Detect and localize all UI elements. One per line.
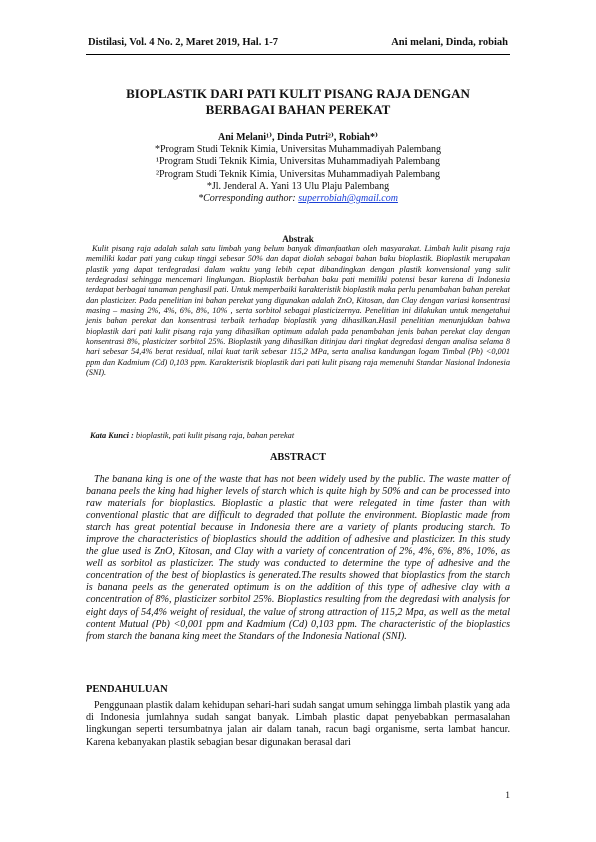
affiliation-1: ¹Program Studi Teknik Kimia, Universitas Muhammadiyah Palembang: [155, 156, 441, 168]
keywords: [90, 431, 510, 440]
abstract-text: The banana king is one of the waste that has not been widely used by the public. The waste matter of banana peels the king had higher levels of starch which is quite high by 50% and can be processed into raw materials for bioplastics. Bioplastic a plastic that were relegated in time faster than with conventional plastic that are difficult to degraded that pollute the environment. Bioplastic made from starch has great potential because in Indonesia there are a variety of plants producing starch. To improve the characteristics of bioplastics should the addition of adhesive and plasticizer. In this study the glue used is ZnO, Kitosan, and Clay with a variety of concentration of 2%, 4%, 6%, 8%, 10%, as well as sorbitol as plasticizer. The study was conducted to determine the type of adhesive and the concentration of the best of bioplastics is generated.The results showed that bioplastics from the starch is banana peels as the generated optimum is on the addition of this type of adhesive clay with a concentration of 8%, plasticizer sorbitol 25%. Bioplastics resulting from the degredasi with analysis for eight days of 54,4% weight of residual, the value of strong attraction of 115,2 Mpa, as well as the metal content Mutual (Pb) <0,001 ppm and Kadmium (Cd) 0,103 ppm. The characteristic of the bioplastics from starch the banana king meet the Standars of the Indonesia National (SNI).: [86, 474, 510, 642]
title-line-2: BERBAGAI BAHAN PEREKAT: [205, 102, 391, 117]
affiliation-star: *Program Studi Teknik Kimia, Universitas Muhammadiyah Palembang: [154, 144, 442, 156]
header-rule: [86, 54, 510, 55]
journal-citation: Distilasi, Vol. 4 No. 2, Maret 2019, Hal. 1-7: [88, 37, 278, 48]
running-header: [88, 37, 508, 48]
keywords-text: bioplastik, pati kulit pisang raja, bahan perekat: [135, 431, 295, 440]
corresponding-label: *Corresponding author:: [198, 193, 299, 205]
paper-title: [86, 86, 510, 118]
abstract-heading: ABSTRACT: [269, 452, 327, 463]
title-line-1: BIOPLASTIK DARI PATI KULIT PISANG RAJA DENGAN: [126, 86, 470, 101]
author-names: Ani Melani¹⁾, Dinda Putri²⁾, Robiah*⁾: [218, 132, 378, 143]
corresponding-author: [86, 193, 510, 205]
email-link[interactable]: superrobiah@gmail.com: [298, 193, 398, 205]
abstrak-text: Kulit pisang raja adalah salah satu limbah yang belum banyak dimanfaatkan oleh masyarakat. Limbah kulit pisang raja memiliki kadar pati yang cukup tinggi sebesar 50% dan dapat diolah sebagai bahan baku bioplastik. Bioplastik merupakan plastik yang dapat terdegradasi dalam waktu yang lebih cepat dibandingkan dengan plastik konvensional yang sulit terdegradasi sehingga mencemari lingkungan. Bioplastik berbahan baku pati memiliki potensi besar karena di Indonesia terdapat berbagai tanaman penghasil pati. Untuk memperbaiki karakteristik bioplastik maka perlu penambahan bahan perekat dan plasticizer. Pada penelitian ini bahan perekat yang digunakan adalah ZnO, Kitosan, dan Clay dengan variasi konsentrasi masing – masing 2%, 4%, 6%, 8%, 10% , serta sorbitol sebagai plasticizernya. Penelitian ini dilakukan untuk mengetahui jenis bahan perekat dan konsentrasi terbaik terhadap bioplastik yang dihasilkan.Hasil penelitian menunjukkan bahwa bioplastik dari pati kulit pisang raja yang dihasilkan optimum adalah pada penambahan jenis bahan perekat clay dengan konsentrasi 8%, plasticizer sorbitol 25%. Bioplastik yang dihasilkan ditinjau dari tingkat degredasi dengan analisa selama 8 hari sebesar 54,4% berat residual, nilai kuat tarik sebesar 115,2 MPa, serta analisa kandungan logam Timbal (Pb) <0,001 ppm dan Kadmium (Cd) 0,103 ppm. Karakteristik bioplastik dari pati kulit pisang raja memenuhi Standar Nasional Indonesia (SNI).: [86, 244, 510, 378]
address: *Jl. Jenderal A. Yani 13 Ulu Plaju Palembang: [206, 180, 390, 192]
page-number: 1: [505, 791, 510, 801]
header-authors: Ani melani, Dinda, robiah: [391, 37, 508, 48]
affiliation-2: ²Program Studi Teknik Kimia, Universitas Muhammadiyah Palembang: [155, 168, 441, 180]
abstrak-heading: Abstrak: [282, 234, 314, 244]
section-heading-pendahuluan: PENDAHULUAN: [86, 684, 168, 695]
pendahuluan-text: Penggunaan plastik dalam kehidupan sehari-hari sudah sangat umum sehingga limbah plastik yang ada di Indonesia jumlahnya sudah sangat banyak. Limbah plastic dapat penyebabkan permasalahan lingkungan seperti tersumbatnya jalan air dalam tanah, racun bagi organisme, serta lambat hancur. Karena kebanyakan plastik sebagian besar digunakan berasal dari: [86, 700, 510, 748]
keywords-label: Kata Kunci :: [90, 431, 136, 440]
author-block: [86, 132, 510, 205]
